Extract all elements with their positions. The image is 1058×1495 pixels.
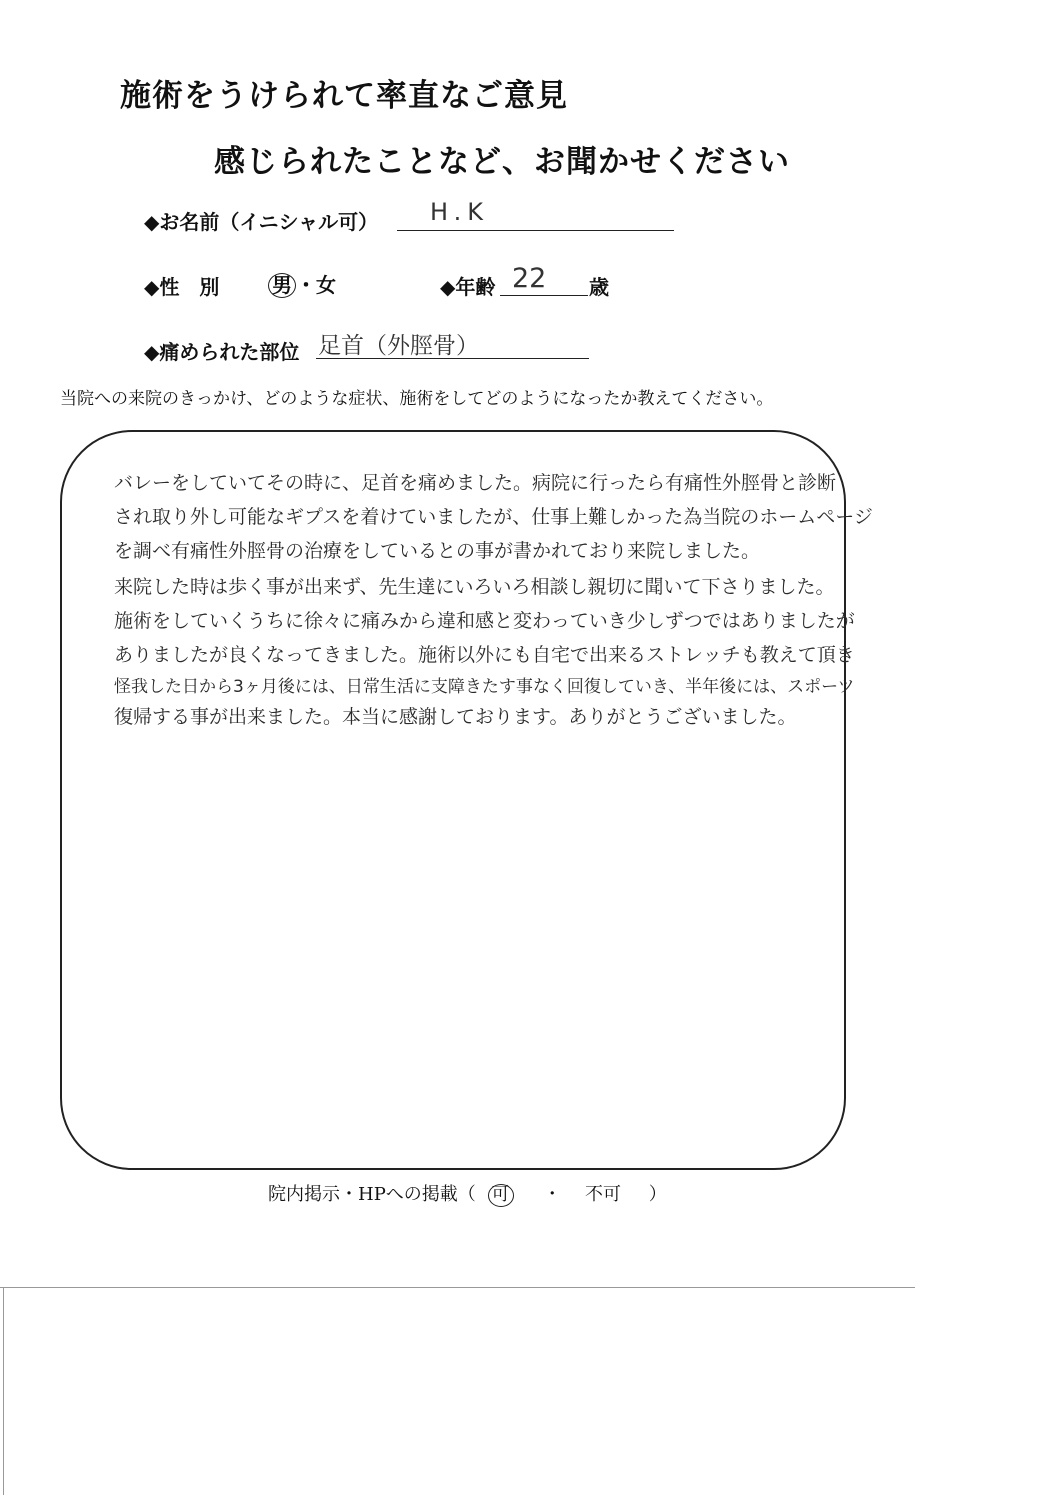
age-underline [500, 295, 588, 296]
gender-separator: ・ [296, 273, 316, 297]
page-divider [0, 1287, 915, 1288]
injury-underline [316, 358, 589, 359]
age-label: ◆年齢 [440, 275, 496, 299]
comment-line: 復帰する事が出来ました。本当に感謝しております。ありがとうございました。 [114, 706, 797, 728]
injury-value[interactable]: 足首（外脛骨） [318, 333, 479, 359]
name-underline [397, 230, 674, 231]
gender-label: ◆性 別 [144, 275, 220, 299]
comment-line: され取り外し可能なギプスを着けていましたが、仕事上難しかった為当院のホームページ [114, 506, 873, 528]
permission-close: ） [648, 1184, 667, 1205]
name-value[interactable]: H.K [430, 198, 489, 226]
comment-line: 施術をしていくうちに徐々に痛みから違和感と変わっていき少しずつではありましたが [114, 610, 855, 632]
injury-label: ◆痛められた部位 [144, 340, 300, 364]
comment-prompt: 当院への来院のきっかけ、どのような症状、施術をしてどのようになったか教えてください。 [60, 389, 774, 409]
comment-line: ありましたが良くなってきました。施術以外にも自宅で出来るストレッチも教えて頂き [114, 644, 855, 666]
comment-line: 怪我した日から3ヶ月後には、日常生活に支障きたす事なく回復していき、半年後には、スポーツ [114, 677, 855, 697]
comment-line: を調べ有痛性外脛骨の治療をしているとの事が書かれており来院しました。 [114, 540, 761, 562]
form-title-line2: 感じられたことなど、お聞かせください [214, 144, 790, 180]
permission-label: 院内掲示・HPへの掲載（ [268, 1184, 476, 1205]
age-value[interactable]: 22 [512, 263, 547, 294]
gender-options [268, 269, 336, 298]
age-unit: 歳 [589, 275, 609, 299]
gender-male-option[interactable]: 男 [268, 273, 296, 298]
comment-line: バレーをしていてその時に、足首を痛めました。病院に行ったら有痛性外脛骨と診断 [114, 472, 837, 494]
gender-female-option[interactable]: 女 [316, 273, 336, 297]
permission-allow-option[interactable]: 可 [488, 1184, 514, 1207]
page-left-edge [3, 1287, 4, 1495]
name-label: ◆お名前（イニシャル可） [144, 210, 379, 234]
publication-permission [268, 1180, 667, 1207]
permission-deny-option[interactable]: 不可 [585, 1184, 622, 1205]
permission-separator: ・ [543, 1184, 562, 1205]
comment-line: 来院した時は歩く事が出来ず、先生達にいろいろ相談し親切に聞いて下さりました。 [114, 576, 835, 598]
form-title-line1: 施術をうけられて率直なご意見 [120, 78, 568, 114]
